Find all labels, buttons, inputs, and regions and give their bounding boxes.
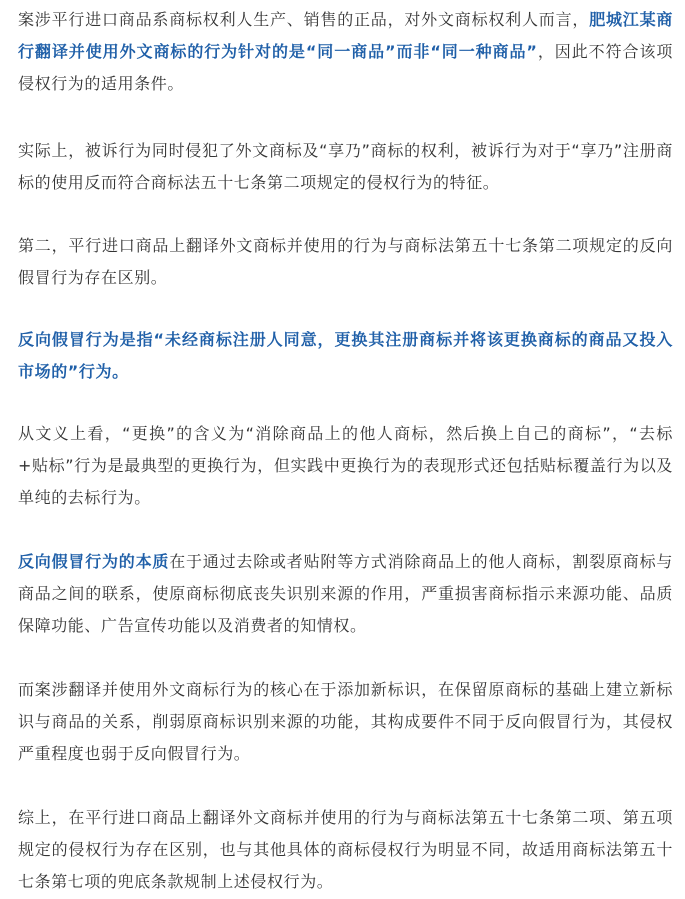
paragraph-4 [18, 324, 673, 388]
paragraph-8 [18, 802, 673, 898]
paragraph-1-highlight: 肥城江某商行翻译并使用外文商标的行为针对的是“同一商品”而非“同一种商品” [18, 10, 673, 61]
paragraph-4-highlight: 反向假冒行为是指“未经商标注册人同意，更换其注册商标并将该更换商标的商品又投入市场的”行为。 [18, 330, 673, 381]
paragraph-5 [18, 418, 673, 514]
paragraph-5-text: 从文义上看，“更换”的含义为“消除商品上的他人商标，然后换上自己的商标”，“去标+贴标”行为是最典型的更换行为，但实践中更换行为的表现形式还包括贴标覆盖行为以及单纯的去标行为。 [18, 424, 673, 507]
paragraph-8-text: 综上，在平行进口商品上翻译外文商标并使用的行为与商标法第五十七条第二项、第五项规定的侵权行为存在区别，也与其他具体的商标侵权行为明显不同，故适用商标法第五十七条第七项的兜底条款规制上述侵权行为。 [18, 808, 673, 891]
paragraph-1-text-b: ，因此不符合该项侵权行为的适用条件。 [18, 42, 673, 93]
paragraph-3 [18, 230, 673, 294]
paragraph-1 [18, 4, 673, 100]
paragraph-2 [18, 135, 673, 199]
paragraph-2-text: 实际上，被诉行为同时侵犯了外文商标及“享乃”商标的权利，被诉行为对于“享乃”注册商标的使用反而符合商标法五十七条第二项规定的侵权行为的特征。 [18, 141, 673, 192]
paragraph-7 [18, 674, 673, 770]
paragraph-1-text-a: 案涉平行进口商品系商标权利人生产、销售的正品，对外文商标权利人而言， [18, 10, 590, 29]
paragraph-6-text: 在于通过去除或者贴附等方式消除商品上的他人商标，割裂原商标与商品之间的联系，使原商标彻底丧失识别来源的作用，严重损害商标指示来源功能、品质保障功能、广告宣传功能以及消费者的知情权。 [18, 552, 673, 635]
paragraph-3-text: 第二，平行进口商品上翻译外文商标并使用的行为与商标法第五十七条第二项规定的反向假冒行为存在区别。 [18, 236, 673, 287]
paragraph-6-highlight: 反向假冒行为的本质 [18, 552, 170, 571]
paragraph-7-text: 而案涉翻译并使用外文商标行为的核心在于添加新标识，在保留原商标的基础上建立新标识与商品的关系，削弱原商标识别来源的功能，其构成要件不同于反向假冒行为，其侵权严重程度也弱于反向假冒行为。 [18, 680, 673, 763]
paragraph-6 [18, 546, 673, 642]
